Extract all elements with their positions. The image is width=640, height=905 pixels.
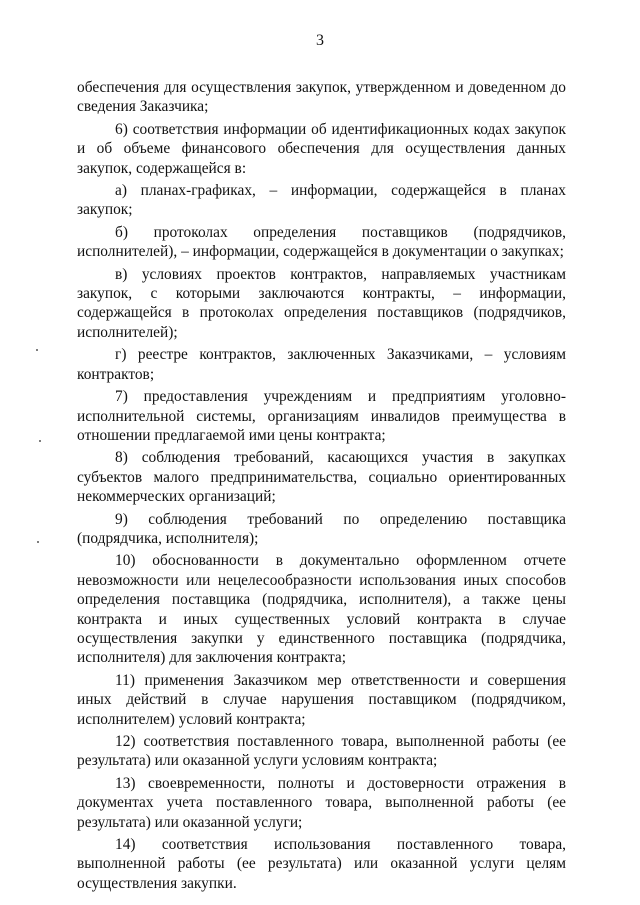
paragraph-item-13: 13) своевременности, полноты и достоверности отражения в документах учета поставленного товара, выполненной работы (ее результата) или оказанной услуги; [77, 774, 566, 831]
paragraph-continuation: обеспечения для осуществления закупок, утвержденном и доведенном до сведения Заказчика; [77, 79, 566, 116]
scan-speck [37, 541, 39, 543]
paragraph-subitem-v: в) условиях проектов контрактов, направляемых участникам закупок, с которыми заключаются контракты, – информации, содержащейся в протоколах определения поставщиков (подрядчиков, исполнителей); [77, 265, 566, 341]
scan-speck [39, 440, 41, 442]
paragraph-subitem-g: г) реестре контрактов, заключенных Заказчиками, – условиям контрактов; [77, 346, 566, 383]
paragraph-item-14: 14) соответствия использования поставленного товара, выполненной работы (ее результата) или оказанной услуги целям осуществления закупки. [77, 836, 566, 892]
paragraph-subitem-a: а) планах-графиках, – информации, содержащейся в планах закупок; [77, 182, 566, 219]
paragraph-item-9: 9) соблюдения требований по определению поставщика (подрядчика, исполнителя); [77, 510, 566, 547]
scan-speck [36, 349, 38, 351]
paragraph-item-7: 7) предоставления учреждениям и предприятиям уголовно-исполнительной системы, организациям инвалидов преимущества в отношении предлагаемой ими цены контракта; [77, 388, 566, 444]
paragraph-subitem-b: б) протоколах определения поставщиков (подрядчиков, исполнителей), – информации, содержащейся в документации о закупках; [77, 223, 566, 261]
paragraph-item-11: 11) применения Заказчиком мер ответственности и совершения иных действий в случае нарушения поставщиком (подрядчиком, исполнителем) условий контракта; [77, 671, 566, 728]
paragraph-item-10: 10) обоснованности в документально оформленном отчете невозможности или нецелесообразности использования иных способов определения поставщика (подрядчика, исполнителя), а также цены контракта и иных существенных условий контракта в случае осуществления закупки у единственного поставщика (подрядчика, исполнителя) для заключения контракта; [77, 552, 566, 667]
document-body [77, 78, 566, 896]
paragraph-item-12: 12) соответствия поставленного товара, выполненной работы (ее результата) или оказанной услуги условиям контракта; [77, 733, 566, 770]
paragraph-item-6: 6) соответствия информации об идентификационных кодах закупок и об объеме финансового обеспечения для осуществления данных закупок, содержащейся в: [77, 120, 566, 177]
paragraph-item-8: 8) соблюдения требований, касающихся участия в закупках субъектов малого предпринимательства, социально ориентированных некоммерческих организаций; [77, 449, 566, 506]
page-number: 3 [316, 32, 324, 49]
